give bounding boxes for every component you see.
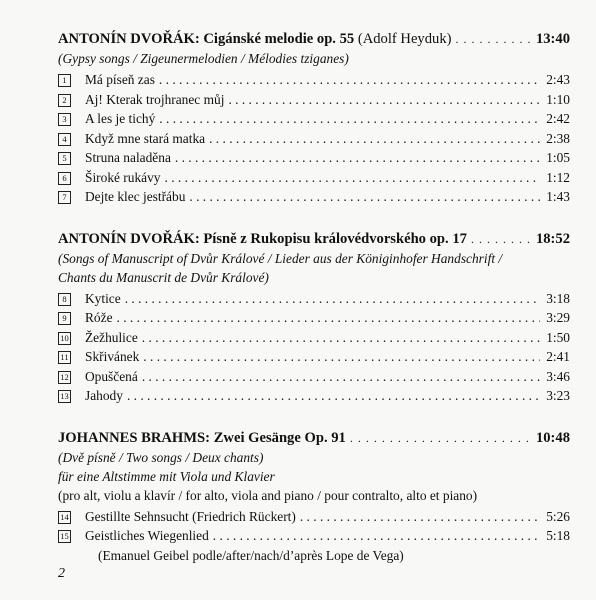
leader-dots	[213, 526, 540, 546]
leader-dots	[350, 429, 532, 448]
work-duration: 13:40	[535, 31, 570, 47]
section-dvorak-manuscript-songs	[58, 230, 570, 406]
track-row	[58, 187, 570, 207]
page-number: 2	[58, 566, 65, 581]
track-duration: 2:41	[546, 349, 570, 364]
work-subtitle: (Songs of Manuscript of Dvůr Králové / Lieder aus der Königinhofer Handschrift /	[58, 250, 503, 266]
track-number: 8	[58, 293, 71, 306]
track-row	[58, 148, 570, 168]
track-title: Geistliches Wiegenlied	[85, 528, 209, 543]
composer-name: JOHANNES BRAHMS:	[58, 429, 211, 446]
track-title: Opuščená	[85, 368, 138, 384]
track-number: 11	[58, 351, 71, 364]
track-title: Skřivánek	[85, 349, 140, 364]
work-subtitle: (Dvě písně / Two songs / Deux chants)	[58, 449, 264, 465]
track-number: 2	[58, 94, 71, 107]
track-title: Široké rukávy	[85, 169, 161, 185]
track-row	[58, 129, 570, 149]
track-number: 4	[58, 133, 71, 146]
track-list	[58, 507, 570, 546]
leader-dots	[125, 289, 540, 309]
leader-dots	[142, 367, 540, 387]
track-number: 10	[58, 332, 71, 345]
track-row	[58, 168, 570, 188]
track-title: Róže	[85, 310, 113, 325]
track-number: 12	[58, 371, 71, 384]
leader-dots	[159, 70, 540, 90]
track-number: 14	[58, 511, 71, 524]
track-duration: 1:43	[546, 189, 570, 204]
text-source-note: (Emanuel Geibel podle/after/nach/d’après Lope de Vega)	[98, 547, 404, 563]
poet-name: (Adolf Heyduk)	[357, 31, 452, 47]
track-number: 6	[58, 172, 71, 185]
track-row	[58, 70, 570, 90]
track-title: Žežhulice	[85, 329, 138, 345]
track-list	[58, 289, 570, 406]
track-number: 7	[58, 191, 71, 204]
track-title: Dejte klec jestřábu	[85, 189, 186, 204]
leader-dots	[165, 168, 541, 188]
track-title: Gestillte Sehnsucht (Friedrich Rückert)	[85, 508, 296, 524]
instrumentation-line: (pro alt, violu a klavír / for alto, viola and piano / pour contralto, alto et piano)	[58, 487, 478, 503]
leader-dots	[209, 129, 540, 149]
track-duration: 2:38	[546, 130, 570, 146]
track-duration: 5:18	[546, 528, 570, 543]
track-duration: 1:50	[546, 329, 570, 345]
track-list	[58, 70, 570, 207]
track-duration: 2:42	[546, 111, 570, 126]
section-dvorak-gypsy-songs	[58, 30, 570, 207]
track-title: Struna naladěna	[85, 150, 171, 165]
work-title: Písně z Rukopisu královédvorského op. 17	[203, 230, 467, 247]
section-header	[58, 230, 570, 249]
section-brahms-two-songs	[58, 429, 570, 566]
leader-dots	[117, 308, 541, 328]
leader-dots	[159, 109, 540, 129]
leader-dots	[175, 148, 540, 168]
leader-dots	[189, 187, 540, 207]
track-row	[58, 507, 570, 527]
track-duration: 3:46	[546, 368, 570, 384]
track-title: Aj! Kterak trojhranec můj	[85, 91, 225, 107]
leader-dots	[300, 507, 540, 527]
track-duration: 3:29	[546, 310, 570, 325]
track-number: 1	[58, 74, 71, 87]
track-row	[58, 109, 570, 129]
track-row	[58, 289, 570, 309]
leader-dots	[455, 30, 531, 49]
track-row	[58, 386, 570, 406]
track-title: Kytice	[85, 290, 121, 306]
tracklist-page	[58, 30, 570, 588]
work-subtitle: Chants du Manuscrit de Dvůr Králové)	[58, 269, 269, 285]
track-row	[58, 308, 570, 328]
work-subtitle: für eine Altstimme mit Viola und Klavier	[58, 468, 275, 484]
track-duration: 1:05	[546, 150, 570, 165]
leader-dots	[471, 230, 532, 249]
track-number: 13	[58, 390, 71, 403]
track-duration: 2:43	[546, 72, 570, 87]
leader-dots	[142, 328, 540, 348]
track-duration: 3:23	[546, 388, 570, 403]
section-header	[58, 429, 570, 448]
composer-name: ANTONÍN DVOŘÁK:	[58, 230, 200, 247]
work-title: Zwei Gesänge Op. 91	[213, 429, 346, 446]
track-title: Má píseň zas	[85, 72, 155, 87]
section-header	[58, 30, 570, 49]
track-duration: 5:26	[546, 508, 570, 524]
track-number: 15	[58, 530, 71, 543]
track-row	[58, 347, 570, 367]
track-row	[58, 367, 570, 387]
leader-dots	[143, 347, 540, 367]
track-duration: 1:10	[546, 91, 570, 107]
track-number: 9	[58, 312, 71, 325]
track-row	[58, 526, 570, 546]
leader-dots	[228, 90, 540, 110]
track-title: Jahody	[85, 388, 123, 403]
track-row	[58, 328, 570, 348]
work-subtitle: (Gypsy songs / Zigeunermelodien / Mélodies tziganes)	[58, 51, 349, 66]
work-duration: 10:48	[535, 429, 570, 446]
work-title: Cigánské melodie op. 55	[203, 31, 355, 47]
composer-name: ANTONÍN DVOŘÁK:	[58, 31, 200, 47]
track-title: Když mne stará matka	[85, 130, 206, 146]
track-title: A les je tichý	[85, 111, 156, 126]
work-duration: 18:52	[535, 230, 570, 247]
track-duration: 3:18	[546, 290, 570, 306]
track-duration: 1:12	[546, 169, 570, 185]
track-row	[58, 90, 570, 110]
track-number: 5	[58, 152, 71, 165]
leader-dots	[127, 386, 540, 406]
track-number: 3	[58, 113, 71, 126]
